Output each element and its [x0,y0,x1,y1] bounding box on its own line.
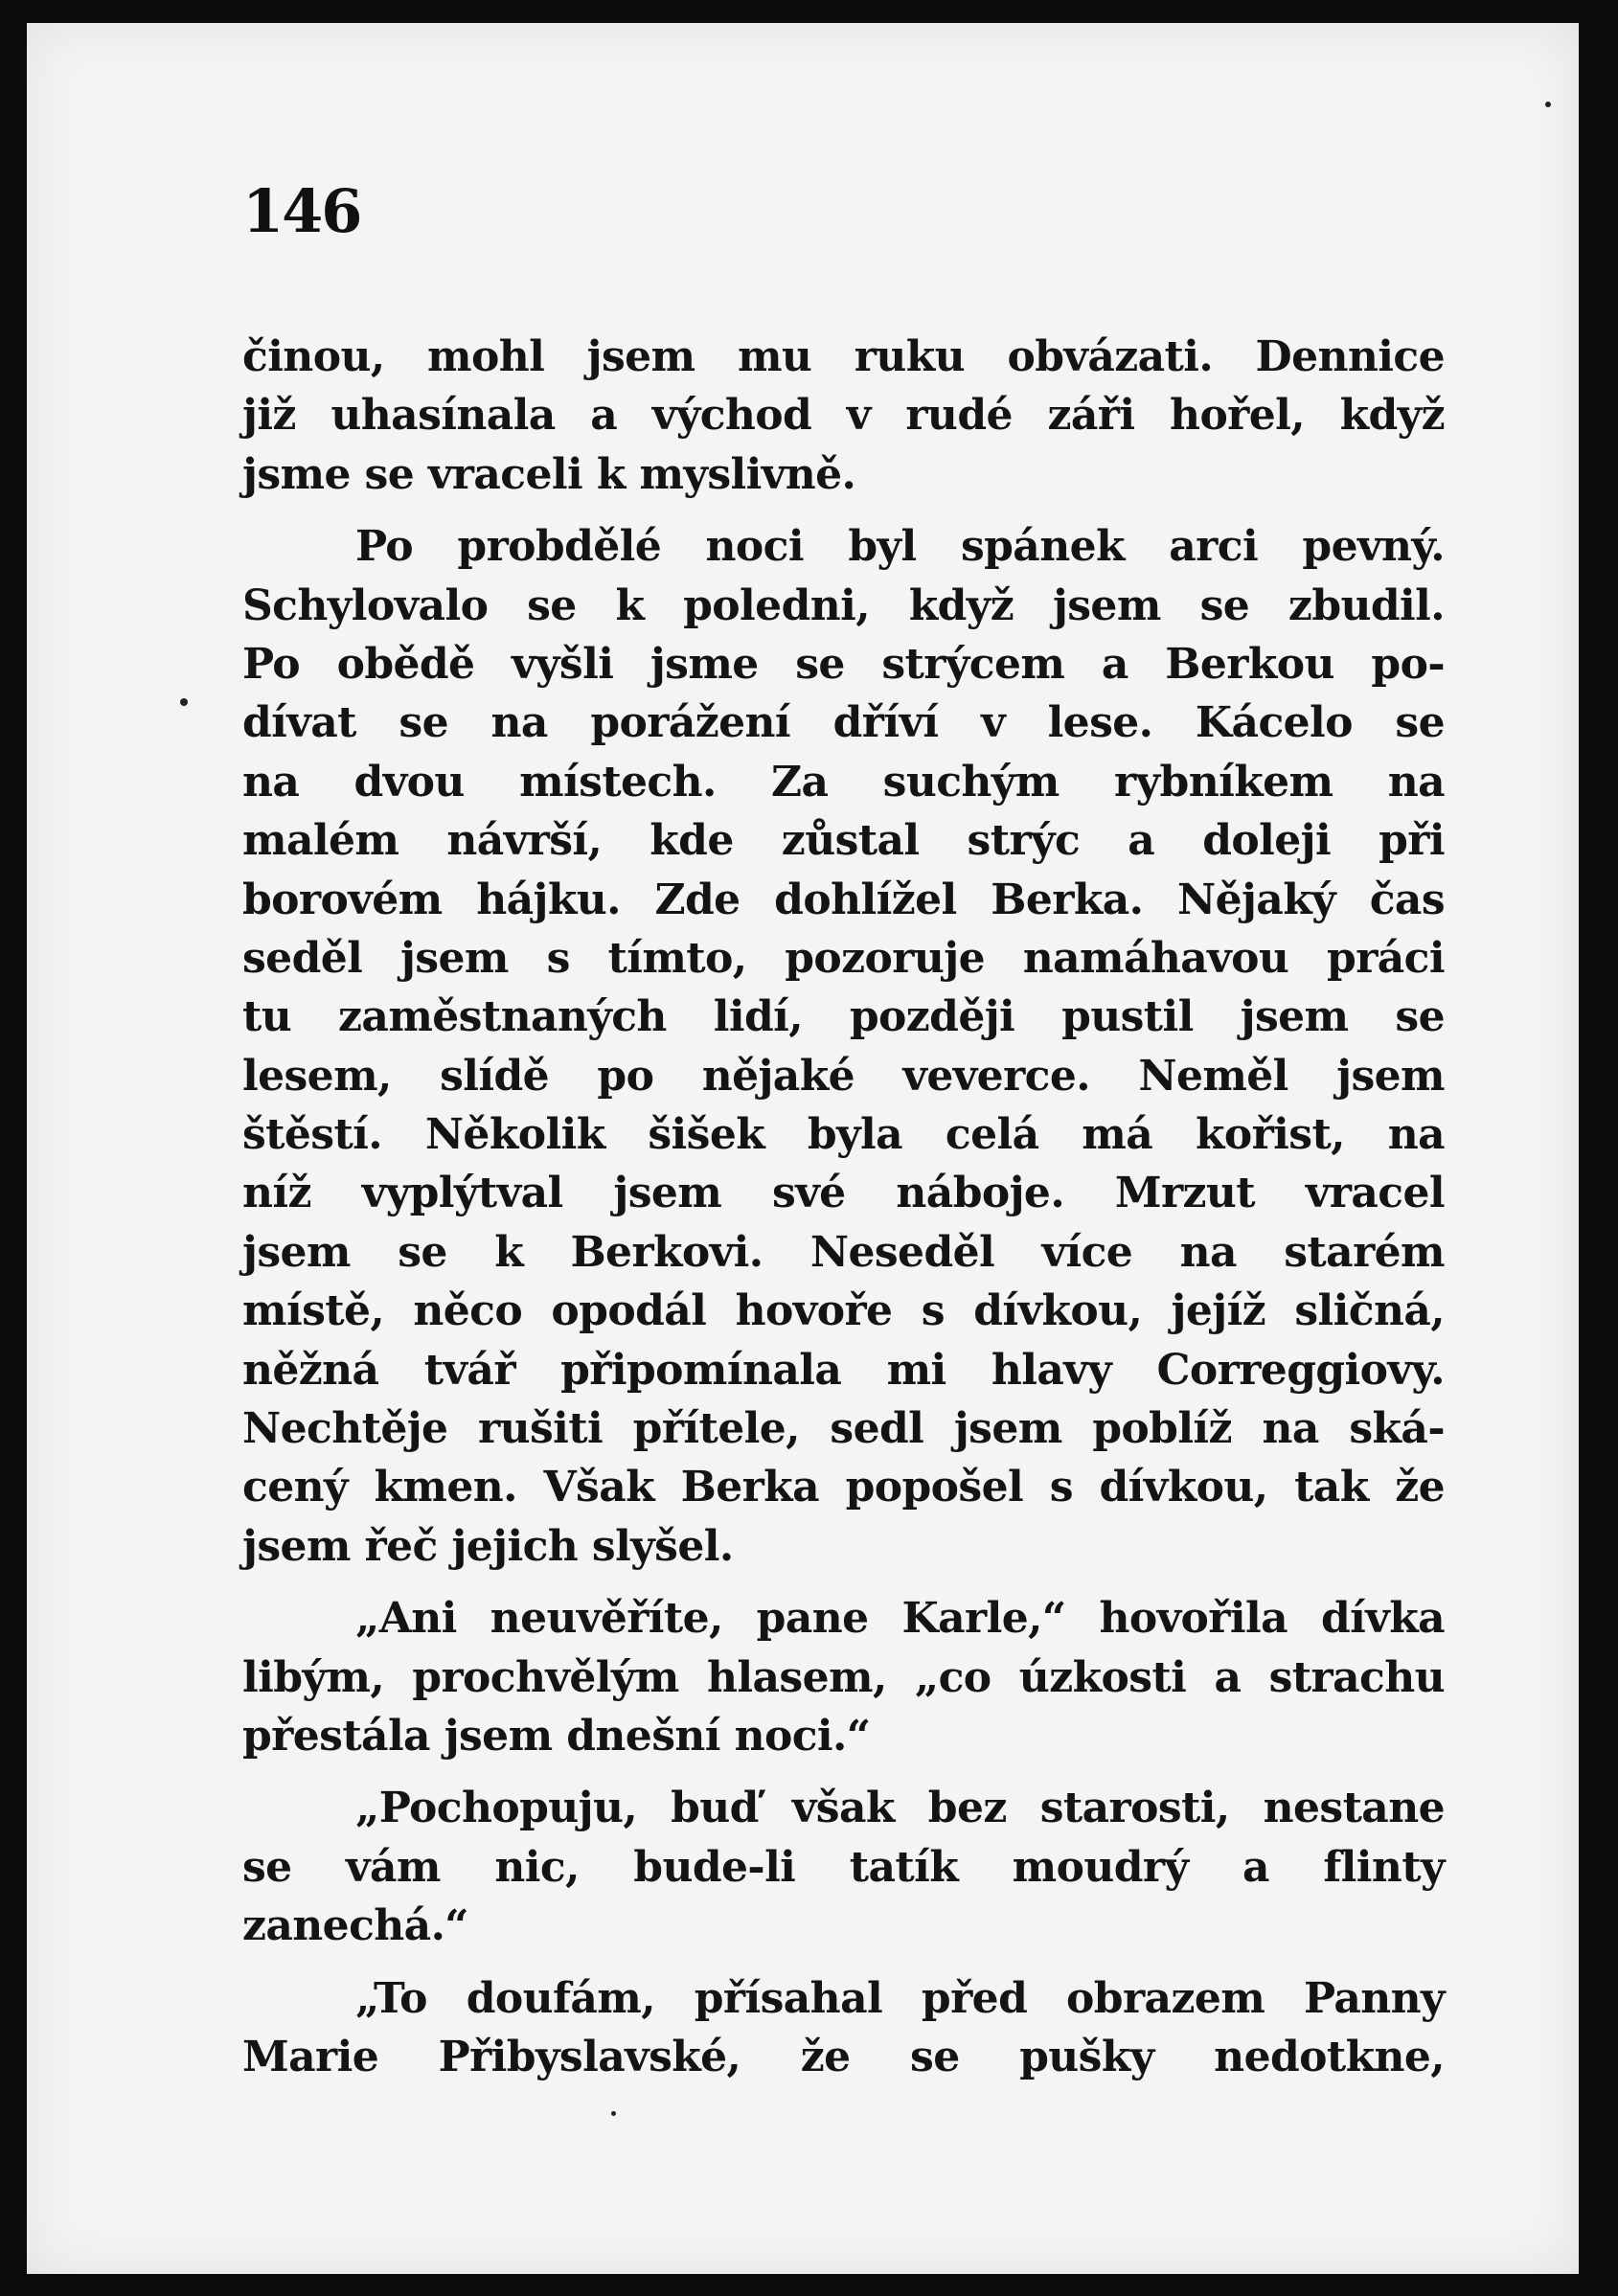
text-line: Marie Přibyslavské, že se pušky nedotkne, [242,2032,1445,2081]
text-line: zanechá.“ [242,1901,468,1951]
paragraph-3 [242,1589,1445,1765]
text-line: dívat se na porážení dříví v lese. Kácelo se [242,698,1445,748]
text-line: seděl jsem s tímto, pozoruje namáhavou práci [242,933,1445,983]
paragraph-2 [242,517,1445,1576]
paragraph-1 [242,328,1445,504]
text-line: přestála jsem dnešní noci.“ [242,1711,871,1761]
scan-speck [180,698,188,706]
text-line: jsme se vraceli k myslivně. [242,449,856,499]
text-line: něžná tvář připomínala mi hlavy Correggiovy. [242,1345,1445,1395]
text-line: „To doufám, přísahal před obrazem Panny [355,1973,1445,2023]
text-line: níž vyplýtval jsem své náboje. Mrzut vracel [242,1169,1445,1218]
text-line: „Pochopuju, buď však bez starosti, nestane [355,1784,1445,1833]
text-line: Po obědě vyšli jsme se strýcem a Berkou po- [242,639,1445,689]
text-line: se vám nic, bude-li tatík moudrý a flinty [242,1842,1445,1892]
text-line: místě, něco opodál hovoře s dívkou, jejíž sličná, [242,1286,1445,1336]
text-line: Schylovalo se k poledni, když jsem se zbudil. [242,580,1445,630]
text-line: jsem se k Berkovi. Neseděl více na starém [242,1227,1445,1277]
scan-speck [611,2111,616,2116]
text-line: činou, mohl jsem mu ruku obvázati. Dennice [242,332,1445,381]
body-text [242,328,1445,2100]
page-number: 146 [242,176,361,246]
text-line: štěstí. Několik šišek byla celá má kořist, na [242,1110,1445,1160]
text-line: borovém hájku. Zde dohlížel Berka. Nějaký čas [242,875,1445,924]
text-line: Nechtěje rušiti přítele, sedl jsem poblíž na ská- [242,1404,1445,1454]
paragraph-4 [242,1779,1445,1955]
paragraph-5 [242,1969,1445,2087]
text-line: lesem, slídě po nějaké veverce. Neměl jsem [242,1051,1445,1101]
text-line: na dvou místech. Za suchým rybníkem na [242,757,1445,807]
text-line: malém návrší, kde zůstal strýc a doleji při [242,816,1445,866]
text-line: cený kmen. Však Berka popošel s dívkou, tak že [242,1463,1445,1512]
text-line: tu zaměstnaných lidí, později pustil jsem se [242,992,1445,1042]
text-line: již uhasínala a východ v rudé záři hořel, když [242,391,1445,441]
text-line: Po probdělé noci byl spánek arci pevný. [355,522,1445,572]
text-line: jsem řeč jejich slyšel. [242,1521,734,1571]
text-line: „Ani neuvěříte, pane Karle,“ hovořila dívka [355,1594,1445,1644]
scan-speck [1545,102,1551,107]
text-line: libým, prochvělým hlasem, „co úzkosti a strachu [242,1652,1445,1702]
book-page [27,23,1579,2274]
